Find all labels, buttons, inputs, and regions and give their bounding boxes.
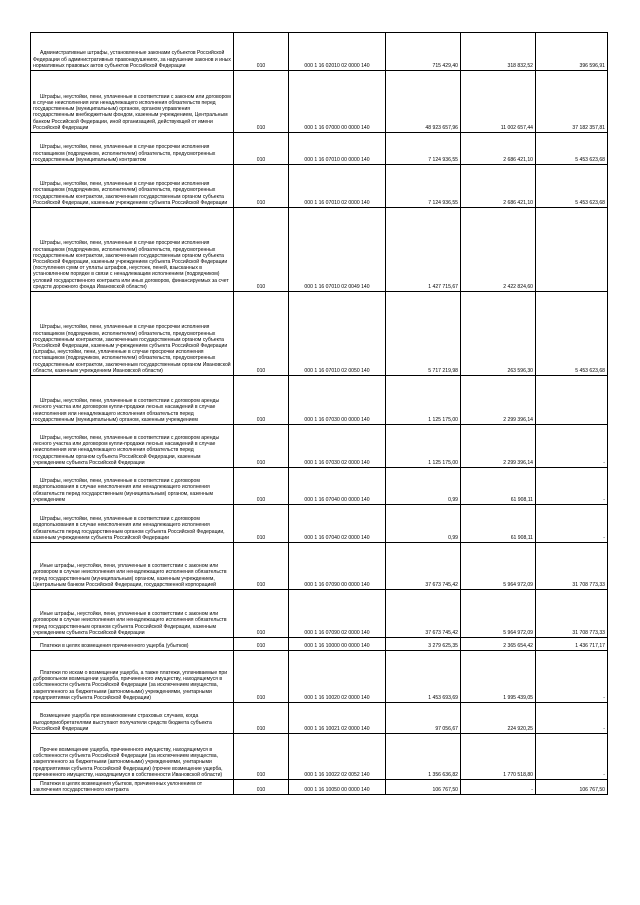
row-code: 010 bbox=[234, 734, 289, 780]
row-name: Иные штрафы, неустойки, пени, уплаченные в соответствии с законом или договором в случае неисполнения или ненадлежащего исполнения обязательств перед государственным органом субъекта Российской Федерации, казенным учреждением субъекта Российской Федерации bbox=[31, 590, 234, 638]
row-rest bbox=[536, 208, 608, 292]
row-code: 010 bbox=[234, 703, 289, 734]
row-plan: 1 125 175,00 bbox=[386, 425, 461, 468]
row-kbk: 000 1 16 10022 02 0052 140 bbox=[289, 734, 386, 780]
row-exec: 11 002 657,44 bbox=[461, 71, 536, 133]
table-row bbox=[31, 543, 608, 590]
row-exec: 2 299 396,14 bbox=[461, 425, 536, 468]
row-exec: 2 686 421,10 bbox=[461, 133, 536, 165]
row-code: 010 bbox=[234, 651, 289, 703]
row-plan: 1 453 693,69 bbox=[386, 651, 461, 703]
row-rest: 1 436 717,17 bbox=[536, 638, 608, 651]
row-kbk: 000 1 16 10020 02 0000 140 bbox=[289, 651, 386, 703]
row-name: Штрафы, неустойки, пени, уплаченные в случае просрочки исполнения поставщиком (подрядчиком, исполнителем) обязательств, предусмотренных государственным контрактом, заключенным государственным органом субъекта Российской Федерации, казенным учреждением субъекта Российской Федерации bbox=[31, 165, 234, 208]
table-row bbox=[31, 734, 608, 780]
row-rest bbox=[536, 376, 608, 425]
row-exec: 263 596,30 bbox=[461, 292, 536, 376]
row-kbk: 000 1 16 10021 02 0000 140 bbox=[289, 703, 386, 734]
row-plan: 5 717 219,98 bbox=[386, 292, 461, 376]
table-row bbox=[31, 71, 608, 133]
row-rest: - bbox=[536, 734, 608, 780]
row-kbk: 000 1 16 10050 00 0000 140 bbox=[289, 780, 386, 795]
row-kbk: 000 1 16 07030 00 0000 140 bbox=[289, 376, 386, 425]
row-plan: 3 279 625,35 bbox=[386, 638, 461, 651]
row-plan: 1 125 175,00 bbox=[386, 376, 461, 425]
row-plan: 7 124 936,55 bbox=[386, 133, 461, 165]
row-name: Платежи в целях возмещения причиненного ущерба (убытков) bbox=[31, 638, 234, 651]
row-kbk: 000 1 16 07030 02 0000 140 bbox=[289, 425, 386, 468]
row-exec: 2 422 824,60 bbox=[461, 208, 536, 292]
row-code: 010 bbox=[234, 33, 289, 71]
row-plan: 1 427 715,67 bbox=[386, 208, 461, 292]
table-row bbox=[31, 651, 608, 703]
row-kbk: 000 1 16 07040 00 0000 140 bbox=[289, 468, 386, 505]
row-kbk: 000 1 16 07040 02 0000 140 bbox=[289, 505, 386, 543]
row-kbk: 000 1 16 07010 02 0050 140 bbox=[289, 292, 386, 376]
row-rest: - bbox=[536, 505, 608, 543]
row-exec: 5 964 972,09 bbox=[461, 543, 536, 590]
row-rest: - bbox=[536, 468, 608, 505]
row-exec: 5 964 972,09 bbox=[461, 590, 536, 638]
row-code: 010 bbox=[234, 208, 289, 292]
row-code: 010 bbox=[234, 543, 289, 590]
table-row bbox=[31, 33, 608, 71]
row-code: 010 bbox=[234, 638, 289, 651]
row-rest: 5 453 623,68 bbox=[536, 292, 608, 376]
row-rest: - bbox=[536, 651, 608, 703]
row-rest: - bbox=[536, 425, 608, 468]
row-rest: 5 453 623,68 bbox=[536, 165, 608, 208]
report-table bbox=[30, 32, 608, 795]
row-exec: 2 686 421,10 bbox=[461, 165, 536, 208]
row-name: Штрафы, неустойки, пени, уплаченные в случае просрочки исполнения поставщиком (подрядчиком, исполнителем) обязательств, предусмотренных государственным (муниципальным) контрактом bbox=[31, 133, 234, 165]
row-name: Платежи по искам о возмещении ущерба, а также платежи, уплачиваемые при добровольном возмещении ущерба, причиненного имуществу, находящемуся в собственности субъекта Российской Федерации (за исключением имущества, закрепленного за бюджетными (автономными) учреждениями, унитарными предприятиями субъекта Российской Федерации) bbox=[31, 651, 234, 703]
row-code: 010 bbox=[234, 376, 289, 425]
row-kbk: 000 1 16 07000 00 0000 140 bbox=[289, 71, 386, 133]
row-name: Штрафы, неустойки, пени, уплаченные в соответствии с договором аренды лесного участка или договором купли-продажи лесных насаждений в случае неисполнения или ненадлежащего исполнения обязательств перед государственным органом субъекта Российской Федерации, казенным учреждением субъекта Российской Федерации bbox=[31, 425, 234, 468]
row-exec: 61 908,11 bbox=[461, 505, 536, 543]
row-kbk: 000 1 16 10000 00 0000 140 bbox=[289, 638, 386, 651]
row-rest: 31 708 773,33 bbox=[536, 543, 608, 590]
table-row bbox=[31, 425, 608, 468]
table-row bbox=[31, 780, 608, 795]
row-kbk: 000 1 16 07010 02 0000 140 bbox=[289, 165, 386, 208]
row-code: 010 bbox=[234, 590, 289, 638]
row-exec: 224 920,25 bbox=[461, 703, 536, 734]
row-exec: 1 995 439,05 bbox=[461, 651, 536, 703]
table-row bbox=[31, 376, 608, 425]
table-row bbox=[31, 468, 608, 505]
row-name: Штрафы, неустойки, пени, уплаченные в случае просрочки исполнения поставщиком (подрядчиком, исполнителем) обязательств, предусмотренных государственным контрактом, заключенным государственным органом субъекта Российской Федерации, казенным учреждением субъекта Российской Федерации (поступления сумм от уплаты штрафов, неустоек, пеней, взысканных в установленном порядке в связи с ненадлежащим исполнением (подрядчиком) условий государственного контракта или иных договоров, финансируемых за счет средств дорожного фонда Ивановской области) bbox=[31, 208, 234, 292]
row-plan: 97 056,67 bbox=[386, 703, 461, 734]
row-name: Прочее возмещение ущерба, причиненного имуществу, находящемуся в собственности субъекта Российской Федерации (за исключением имущества, закрепленного за бюджетными (автономными) учреждениями, унитарными предприятиями субъекта Российской Федерации) (прочее возмещение ущерба, причиненного имуществу, находящемуся в собственности Ивановской области) bbox=[31, 734, 234, 780]
row-code: 010 bbox=[234, 165, 289, 208]
row-rest: 5 453 623,68 bbox=[536, 133, 608, 165]
table-row bbox=[31, 208, 608, 292]
row-code: 010 bbox=[234, 71, 289, 133]
row-exec: 2 299 396,14 bbox=[461, 376, 536, 425]
row-code: 010 bbox=[234, 133, 289, 165]
row-name: Административные штрафы, установленные законами субъектов Российской Федерации об административных правонарушениях, за нарушение законов и иных нормативных правовых актов субъектов Российской Федерации bbox=[31, 33, 234, 71]
row-rest: - bbox=[536, 703, 608, 734]
row-kbk: 000 1 16 07010 00 0000 140 bbox=[289, 133, 386, 165]
row-plan: 106 767,50 bbox=[386, 780, 461, 795]
row-name: Штрафы, неустойки, пени, уплаченные в случае просрочки исполнения поставщиком (подрядчиком, исполнителем) обязательств, предусмотренных государственным контрактом, заключенным государственным органом субъекта Российской Федерации, казенным учреждением субъекта Российской Федерации (штрафы, неустойки, пени, уплаченные в случае просрочки исполнения поставщиком (подрядчиком, исполнителем) обязательств, предусмотренных государственным контрактом, заключенным государственным органом Ивановской области, казенным учреждением Ивановской области) bbox=[31, 292, 234, 376]
table-row bbox=[31, 292, 608, 376]
table-row bbox=[31, 638, 608, 651]
row-rest: 31 708 773,33 bbox=[536, 590, 608, 638]
row-plan: 0,99 bbox=[386, 505, 461, 543]
row-name: Возмещение ущерба при возникновении страховых случаев, когда выгодоприобретателями выступают получатели средств бюджета субъекта Российской Федерации bbox=[31, 703, 234, 734]
row-kbk: 000 1 16 07090 00 0000 140 bbox=[289, 543, 386, 590]
table-row bbox=[31, 703, 608, 734]
row-name: Иные штрафы, неустойки, пени, уплаченные в соответствии с законом или договором в случае неисполнения или ненадлежащего исполнения обязательств перед государственным (муниципальным) органом, казенным учреждением, Центральным банком Российской Федерации, государственной корпорацией bbox=[31, 543, 234, 590]
table-row bbox=[31, 590, 608, 638]
row-plan: 1 356 636,82 bbox=[386, 734, 461, 780]
row-name: Штрафы, неустойки, пени, уплаченные в соответствии с законом или договором в случае неисполнения или ненадлежащего исполнения обязательств перед государственным (муниципальным) органом, органом управления государственным внебюджетным фондом, казенным учреждением, Центральным банком Российской Федерации, иной организацией, действующей от имени Российской Федерации bbox=[31, 71, 234, 133]
row-plan: 37 673 745,42 bbox=[386, 543, 461, 590]
row-exec: 61 908,11 bbox=[461, 468, 536, 505]
row-exec: 318 832,52 bbox=[461, 33, 536, 71]
row-code: 010 bbox=[234, 505, 289, 543]
row-code: 010 bbox=[234, 425, 289, 468]
row-plan: 715 429,40 bbox=[386, 33, 461, 71]
row-name: Платежи в целях возмещения убытков, причиненных уклонением от заключения государственного контракта bbox=[31, 780, 234, 795]
row-code: 010 bbox=[234, 468, 289, 505]
row-rest: 37 182 357,81 bbox=[536, 71, 608, 133]
row-plan: 0,99 bbox=[386, 468, 461, 505]
row-code: 010 bbox=[234, 780, 289, 795]
row-plan: 7 124 936,55 bbox=[386, 165, 461, 208]
row-plan: 48 923 657,96 bbox=[386, 71, 461, 133]
row-plan: 37 673 745,42 bbox=[386, 590, 461, 638]
table-row bbox=[31, 165, 608, 208]
row-kbk: 000 1 16 02010 02 0000 140 bbox=[289, 33, 386, 71]
row-kbk: 000 1 16 07010 02 0049 140 bbox=[289, 208, 386, 292]
table-row bbox=[31, 505, 608, 543]
row-rest: 106 767,50 bbox=[536, 780, 608, 795]
row-kbk: 000 1 16 07090 02 0000 140 bbox=[289, 590, 386, 638]
row-exec: 2 365 654,42 bbox=[461, 638, 536, 651]
table-row bbox=[31, 133, 608, 165]
row-name: Штрафы, неустойки, пени, уплаченные в соответствии с договором аренды лесного участка или договором купли-продажи лесных насаждений в случае неисполнения или ненадлежащего исполнения обязательств перед государственным (муниципальным) органом, казенным учреждением bbox=[31, 376, 234, 425]
row-code: 010 bbox=[234, 292, 289, 376]
row-name: Штрафы, неустойки, пени, уплаченные в соответствии с договором водопользования в случае неисполнения или ненадлежащего исполнения обязательств перед государственным органом субъекта Российской Федерации, казенным учреждением субъекта Российской Федерации bbox=[31, 505, 234, 543]
row-name: Штрафы, неустойки, пени, уплаченные в соответствии с договором водопользования в случае неисполнения или ненадлежащего исполнения обязательств перед государственным (муниципальным) органом, казенным учреждением bbox=[31, 468, 234, 505]
row-rest: 396 596,91 bbox=[536, 33, 608, 71]
row-exec: 1 770 518,80 bbox=[461, 734, 536, 780]
row-exec: - bbox=[461, 780, 536, 795]
